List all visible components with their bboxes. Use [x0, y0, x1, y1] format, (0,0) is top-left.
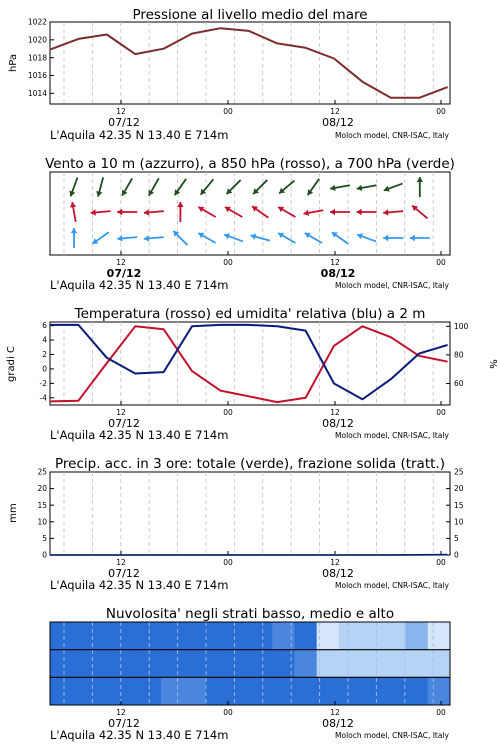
y-tick-label: 60	[454, 379, 464, 388]
precipitation-ylabel: mm	[8, 503, 19, 522]
wind-panel	[45, 156, 455, 292]
y-tick-label: 100	[454, 322, 469, 331]
wind-10m-arrow	[92, 232, 108, 243]
wind-10m-arrow-head	[144, 235, 149, 241]
wind-700-arrow	[122, 178, 132, 195]
precipitation-credit: Moloch model, CNR-ISAC, Italy	[335, 581, 450, 590]
temperature-y-ticks	[40, 321, 54, 402]
cloud-cell-alto	[383, 622, 406, 650]
cloud-cell-basso	[183, 677, 206, 705]
wind-10m-arrow-head	[117, 235, 122, 241]
wind-plot-frame	[50, 172, 450, 255]
wind-700-arrow	[357, 185, 377, 191]
y-tick-label: -4	[40, 393, 48, 402]
cloud-cell-basso	[139, 677, 162, 705]
pressure-line	[50, 28, 448, 98]
pressure-plot-frame	[50, 22, 450, 104]
wind-10m-arrow-head	[71, 228, 77, 233]
cloud-cell-alto	[294, 622, 317, 650]
wind-850-arrow-head	[357, 209, 362, 215]
cloud-cell-basso	[317, 677, 340, 705]
pressure-credit: Moloch model, CNR-ISAC, Italy	[335, 131, 450, 140]
y-tick-label: 0	[454, 551, 459, 560]
humidity-y-ticks	[446, 322, 469, 388]
cloud-cell-alto	[228, 622, 251, 650]
time-date-label: 08/12	[322, 116, 354, 129]
cloud-location: L'Aquila 42.35 N 13.40 E 714m	[50, 728, 228, 742]
humidity-ylabel: %	[487, 359, 498, 369]
y-tick-label: 10	[37, 517, 47, 526]
precipitation-y-ticks-right	[446, 468, 464, 560]
y-tick-label: 25	[454, 468, 464, 477]
precipitation-series	[50, 555, 448, 556]
wind-700-arrow	[201, 179, 214, 194]
cloud-cell-medio	[161, 650, 184, 678]
cloud-cell-medio	[250, 650, 273, 678]
time-date-label: 08/12	[321, 267, 356, 280]
cloud-cell-alto	[50, 622, 73, 650]
cloud-cell-medio	[228, 650, 251, 678]
pressure-panel	[8, 7, 450, 142]
precipitation-gridlines	[64, 472, 433, 555]
time-tick-label: 00	[436, 708, 446, 717]
wind-850-arrow	[117, 209, 137, 215]
cloud-cell-basso	[72, 677, 95, 705]
wind-850-arrow-head	[117, 209, 122, 215]
wind-700-arrow	[330, 185, 350, 191]
cloud-cell-alto	[206, 622, 229, 650]
wind-10m-arrow	[251, 234, 270, 241]
wind-700-arrow	[69, 178, 77, 197]
cloud-cell-medio	[139, 650, 162, 678]
time-date-label: 07/12	[108, 567, 140, 580]
temperature-series	[50, 325, 448, 402]
cloud-cell-alto	[406, 622, 429, 650]
cloud-cell-alto	[250, 622, 273, 650]
cloud-cell-medio	[428, 650, 451, 678]
time-tick-label: 00	[223, 408, 233, 417]
time-tick-label: 00	[223, 708, 233, 717]
wind-location: L'Aquila 42.35 N 13.40 E 714m	[50, 278, 228, 292]
wind-10m-arrow	[144, 235, 164, 241]
time-tick-label: 12	[116, 258, 126, 267]
time-tick-label: 12	[116, 708, 126, 717]
wind-700-arrow	[253, 180, 267, 194]
wind-10m-arrow	[410, 235, 430, 241]
cloud-cell-alto	[139, 622, 162, 650]
cloud-cell-medio	[406, 650, 429, 678]
time-date-label: 08/12	[322, 567, 354, 580]
cloud-cell-alto	[317, 622, 340, 650]
cloud-cell-medio	[72, 650, 95, 678]
cloud-cell-basso	[361, 677, 384, 705]
wind-850-arrow	[412, 206, 427, 219]
cloud-cell-medio	[339, 650, 362, 678]
wind-850-arrow	[198, 207, 215, 217]
wind-850-arrow	[177, 202, 183, 222]
y-tick-label: 1020	[28, 35, 47, 44]
y-tick-label: 1018	[28, 53, 47, 62]
y-tick-label: 80	[454, 351, 464, 360]
time-date-label: 07/12	[108, 417, 140, 430]
time-tick-label: 00	[436, 107, 446, 116]
y-tick-label: 1016	[28, 71, 47, 80]
cloud-cell-basso	[206, 677, 229, 705]
time-tick-label: 00	[436, 408, 446, 417]
cloud-cell-basso	[161, 677, 184, 705]
cloud-cell-medio	[50, 650, 73, 678]
cloud-cell-medio	[361, 650, 384, 678]
time-tick-label: 12	[116, 107, 126, 116]
cloud-cell-basso	[428, 677, 451, 705]
y-tick-label: 0	[42, 365, 47, 374]
wind-10m-arrow	[224, 233, 243, 241]
temperature-ylabel: gradi C	[6, 346, 17, 382]
cloud-cell-alto	[117, 622, 140, 650]
wind-850-arrow-head	[383, 209, 388, 215]
cloud-cell-basso	[383, 677, 406, 705]
wind-850-arrow	[70, 202, 76, 222]
precipitation-panel	[8, 456, 464, 592]
cloud-cell-medio	[183, 650, 206, 678]
cloud-cell-alto	[161, 622, 184, 650]
wind-10m-arrow	[117, 235, 137, 241]
y-tick-label: 25	[37, 468, 47, 477]
time-date-label: 07/12	[107, 267, 142, 280]
wind-gridlines	[64, 172, 433, 255]
y-tick-label: -2	[40, 379, 48, 388]
wind-10m-arrow-head	[251, 234, 257, 240]
wind-850-arrow	[225, 207, 242, 217]
cloud-cell-medio	[94, 650, 117, 678]
y-tick-label: 4	[42, 336, 47, 345]
y-tick-label: 1022	[28, 18, 47, 27]
wind-700-arrow	[417, 177, 423, 197]
temperature-location: L'Aquila 42.35 N 13.40 E 714m	[50, 428, 228, 442]
y-tick-label: 10	[454, 517, 464, 526]
cloud-cell-alto	[428, 622, 451, 650]
wind-850-arrow	[91, 209, 111, 215]
time-date-label: 08/12	[322, 717, 354, 730]
wind-700-arrow	[308, 179, 319, 195]
wind-credit: Moloch model, CNR-ISAC, Italy	[335, 281, 450, 290]
cloud-cell-medio	[206, 650, 229, 678]
wind-vectors	[69, 177, 430, 248]
cloud-panel	[50, 606, 450, 742]
precipitation-y-ticks	[37, 468, 54, 560]
pressure-gridlines	[64, 22, 433, 104]
cloud-cell-basso	[50, 677, 73, 705]
wind-850-arrow	[252, 206, 268, 217]
time-tick-label: 00	[436, 558, 446, 567]
time-tick-label: 12	[330, 708, 340, 717]
temperature-panel	[6, 306, 498, 442]
cloud-cell-basso	[250, 677, 273, 705]
time-tick-label: 00	[436, 258, 446, 267]
wind-700-arrow-head	[417, 177, 423, 182]
wind-10m-arrow	[173, 231, 187, 245]
wind-10m-arrow	[332, 232, 348, 243]
temperature-line	[50, 326, 448, 402]
y-tick-label: 1014	[28, 89, 47, 98]
wind-700-arrow	[149, 178, 159, 195]
cloud-cell-alto	[361, 622, 384, 650]
wind-10m-arrow-head	[410, 235, 415, 241]
y-tick-label: 5	[42, 534, 47, 543]
wind-850-arrow-head	[330, 209, 335, 215]
wind-850-arrow	[383, 209, 403, 215]
cloud-cells	[50, 622, 450, 705]
cloud-title: Nuvolosita' negli strati basso, medio e alto	[106, 606, 394, 622]
precipitation-location: L'Aquila 42.35 N 13.40 E 714m	[50, 578, 228, 592]
temperature-plot-frame	[50, 322, 450, 405]
wind-850-arrow	[357, 209, 377, 215]
wind-700-arrow	[384, 184, 403, 192]
wind-700-arrow-head	[96, 191, 102, 197]
pressure-ylabel: hPa	[8, 54, 19, 72]
wind-10m-arrow	[383, 235, 403, 241]
cloud-cell-alto	[72, 622, 95, 650]
y-tick-label: 6	[42, 321, 47, 330]
cloud-cell-medio	[317, 650, 340, 678]
y-tick-label: 0	[42, 551, 47, 560]
time-tick-label: 00	[223, 107, 233, 116]
y-tick-label: 15	[37, 501, 47, 510]
y-tick-label: 5	[454, 534, 459, 543]
wind-850-arrow	[144, 209, 164, 215]
wind-10m-arrow	[278, 233, 295, 243]
time-tick-label: 00	[223, 258, 233, 267]
temperature-title: Temperatura (rosso) ed umidita' relativa (blu) a 2 m	[74, 306, 426, 322]
time-tick-label: 12	[116, 408, 126, 417]
cloud-cell-basso	[117, 677, 140, 705]
time-tick-label: 12	[330, 558, 340, 567]
cloud-credit: Moloch model, CNR-ISAC, Italy	[335, 731, 450, 740]
wind-700-arrow	[175, 179, 186, 195]
y-tick-label: 2	[42, 350, 47, 359]
cloud-cell-basso	[339, 677, 362, 705]
wind-700-arrow	[279, 181, 294, 194]
pressure-location: L'Aquila 42.35 N 13.40 E 714m	[50, 128, 228, 142]
wind-10m-arrow	[198, 233, 215, 243]
y-tick-label: 15	[454, 501, 464, 510]
wind-700-arrow	[227, 180, 241, 194]
wind-700-arrow	[96, 177, 103, 196]
wind-10m-arrow	[71, 228, 77, 248]
cloud-cell-alto	[339, 622, 362, 650]
y-tick-label: 20	[454, 484, 464, 493]
cloud-cell-medio	[383, 650, 406, 678]
wind-850-arrow	[330, 209, 350, 215]
time-date-label: 07/12	[108, 116, 140, 129]
wind-850-arrow-head	[144, 209, 149, 215]
cloud-cell-medio	[117, 650, 140, 678]
pressure-title: Pressione al livello medio del mare	[132, 7, 367, 23]
pressure-series	[50, 28, 448, 98]
cloud-cell-basso	[406, 677, 429, 705]
cloud-cell-alto	[94, 622, 117, 650]
wind-850-arrow	[304, 210, 324, 216]
wind-850-arrow-head	[177, 202, 183, 207]
time-tick-label: 12	[330, 107, 340, 116]
wind-850-arrow-head	[91, 209, 96, 215]
time-tick-label: 12	[330, 408, 340, 417]
time-tick-label: 12	[330, 258, 340, 267]
temperature-credit: Moloch model, CNR-ISAC, Italy	[335, 431, 450, 440]
precipitation-title: Precip. acc. in 3 ore: totale (verde), frazione solida (tratt.)	[55, 456, 445, 472]
cloud-cell-basso	[294, 677, 317, 705]
wind-850-arrow	[278, 207, 295, 217]
cloud-cell-medio	[294, 650, 317, 678]
y-tick-label: 20	[37, 484, 47, 493]
cloud-cell-basso	[228, 677, 251, 705]
time-tick-label: 00	[223, 558, 233, 567]
time-date-label: 07/12	[108, 717, 140, 730]
cloud-cell-basso	[94, 677, 117, 705]
precipitation-plot-frame	[50, 472, 450, 555]
cloud-cell-alto	[183, 622, 206, 650]
wind-10m-arrow	[357, 233, 376, 241]
time-date-label: 08/12	[322, 417, 354, 430]
time-tick-label: 12	[116, 558, 126, 567]
temperature-gridlines	[64, 322, 433, 405]
wind-10m-arrow-head	[383, 235, 388, 241]
wind-title: Vento a 10 m (azzurro), a 850 hPa (rosso), a 700 hPa (verde)	[45, 156, 455, 172]
